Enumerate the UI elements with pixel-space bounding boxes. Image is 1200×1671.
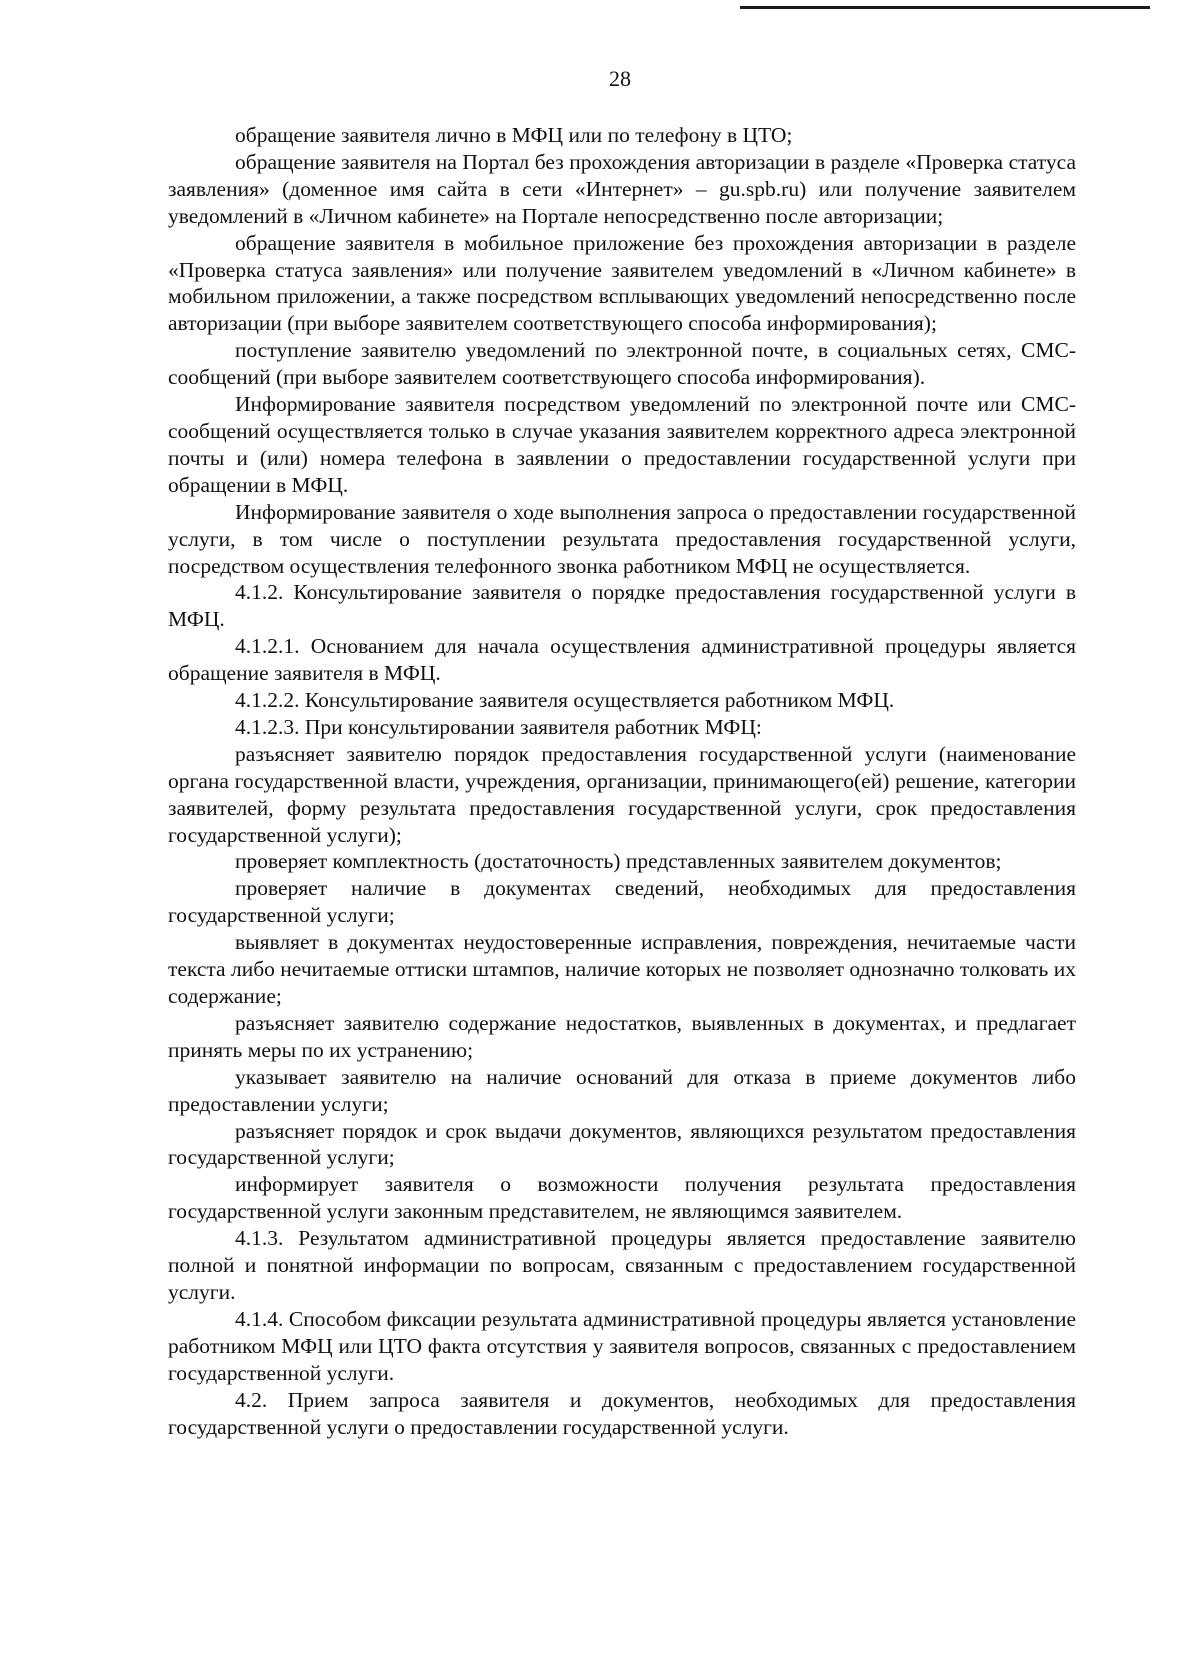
paragraph: 4.1.2.2. Консультирование заявителя осуществляется работником МФЦ. — [235, 688, 895, 713]
page-number: 28 — [609, 66, 631, 91]
paragraph: 4.1.2.3. При консультировании заявителя работник МФЦ: — [235, 714, 762, 739]
paragraph: обращение заявителя на Портал без прохождения авторизации в разделе «Проверка статуса заявления» (доменное имя сайта в сети «Интернет» – gu.spb.ru) или получение заявителем уведомлений в «Личном кабинете» на Портале непосредственно после авторизации; — [168, 149, 1076, 228]
paragraph: обращение заявителя лично в МФЦ или по телефону в ЦТО; — [235, 123, 793, 147]
list-item: проверяет комплектность (достаточность) представленных заявителем документов; — [235, 849, 1002, 874]
list-item: разъясняет заявителю содержание недостатков, выявленных в документах, и предлагает принять меры по их устранению; — [168, 1010, 1076, 1062]
paragraph: Информирование заявителя о ходе выполнения запроса о предоставлении государственной услуги, в том числе о поступлении результата предоставления государственной услуги, посредством осуществления телефонного звонка работником МФЦ не осуществляется. — [168, 499, 1076, 578]
paragraph: 4.1.2.1. Основанием для начала осуществления административной процедуры является обращение заявителя в МФЦ. — [168, 634, 1076, 686]
list-item: выявляет в документах неудостоверенные исправления, повреждения, нечитаемые части текста либо нечитаемые оттиски штампов, наличие которых не позволяет однозначно толковать их содержание; — [168, 930, 1076, 1008]
list-item: проверяет наличие в документах сведений, необходимых для предоставления государственной услуги; — [168, 876, 1076, 928]
list-item: разъясняет порядок и срок выдачи документов, являющихся результатом предоставления государственной услуги; — [168, 1118, 1076, 1170]
section-heading-4-2: 4.2. Прием запроса заявителя и документов, необходимых для предоставления государственной услуги о предоставлении государственной услуги. — [168, 1387, 1076, 1439]
document-body — [168, 122, 1076, 1440]
list-item: разъясняет заявителю порядок предоставления государственной услуги (наименование органа государственной власти, учреждения, организации, принимающего(ей) решение, категории заявителей, форму результата предоставления государственной услуги, срок предоставления государственной услуги); — [168, 741, 1076, 847]
paragraph: Информирование заявителя посредством уведомлений по электронной почте или СМС-сообщений осуществляется только в случае указания заявителем корректного адреса электронной почты и (или) номера телефона в заявлении о предоставлении государственной услуги при обращении в МФЦ. — [168, 392, 1076, 497]
section-4-1-3: 4.1.3. Результатом административной процедуры является предоставление заявителю полной и понятной информации по вопросам, связанным с предоставлением государственной услуги. — [168, 1226, 1076, 1304]
header-rule — [740, 6, 1150, 9]
list-item: указывает заявителю на наличие оснований для отказа в приеме документов либо предоставлении услуги; — [168, 1064, 1076, 1116]
section-4-1-4: 4.1.4. Способом фиксации результата административной процедуры является установление работником МФЦ или ЦТО факта отсутствия у заявителя вопросов, связанных с предоставлением государственной услуги. — [168, 1306, 1076, 1385]
paragraph: поступление заявителю уведомлений по электронной почте, в социальных сетях, СМС-сообщений (при выборе заявителем соответствующего способа информирования). — [168, 338, 1076, 390]
section-heading-4-1-2: 4.1.2. Консультирование заявителя о порядке предоставления государственной услуги в МФЦ. — [168, 580, 1076, 632]
list-item: информирует заявителя о возможности получения результата предоставления государственной услуги законным представителем, не являющимся заявителем. — [168, 1172, 1076, 1224]
paragraph: обращение заявителя в мобильное приложение без прохождения авторизации в разделе «Проверка статуса заявления» или получение заявителем уведомлений в «Личном кабинете» в мобильном приложении, а также посредством всплывающих уведомлений непосредственно после авторизации (при выборе заявителем соответствующего способа информирования); — [168, 230, 1076, 336]
